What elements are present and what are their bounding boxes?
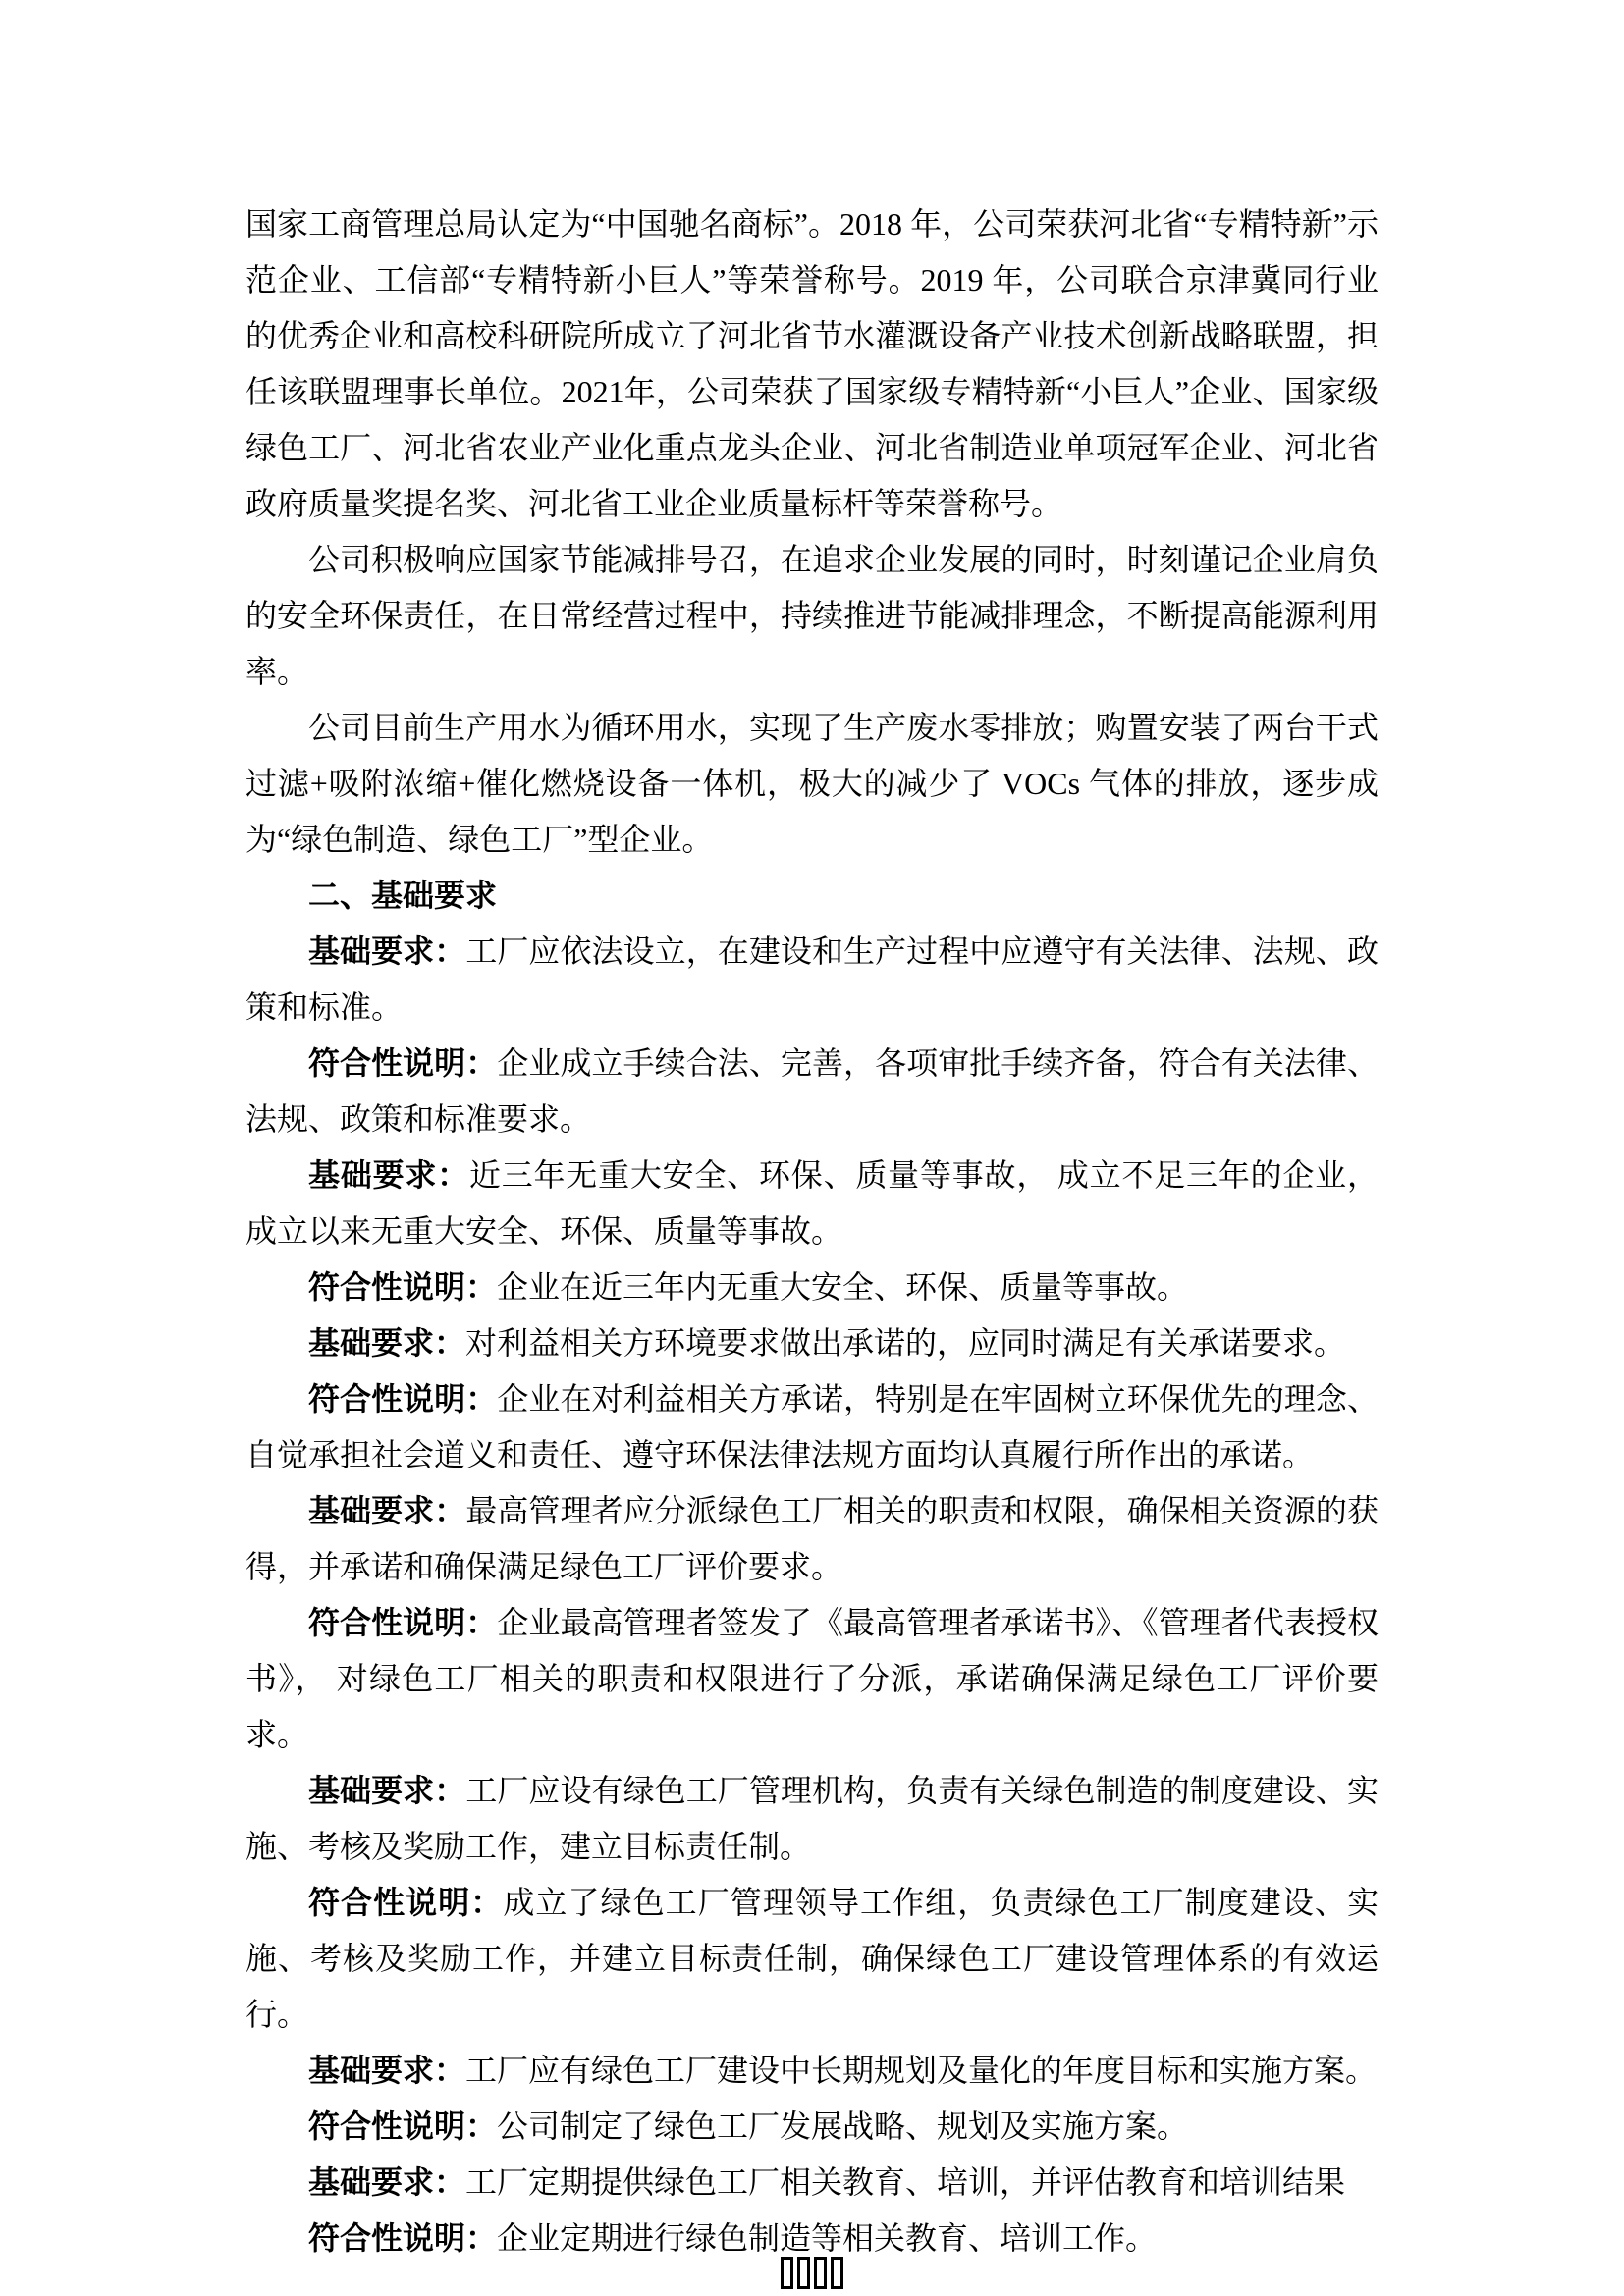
paragraph-label: 符合性说明： <box>308 1269 498 1305</box>
paragraph <box>245 1595 1379 1763</box>
paragraph <box>245 2099 1379 2155</box>
paragraph-label: 基础要求： <box>308 1773 466 1808</box>
paragraph-label: 符合性说明： <box>308 2109 498 2144</box>
paragraph-text: 工厂应有绿色工厂建设中长期规划及量化的年度目标和实施方案。 <box>465 2053 1378 2088</box>
paragraph <box>245 700 1379 868</box>
paragraph <box>245 2155 1379 2211</box>
paragraph-text: 工厂定期提供绿色工厂相关教育、培训，并评估教育和培训结果 <box>465 2164 1346 2200</box>
paragraph-text: 企业在对利益相关方承诺，特别是在牢固树立环保优先的理念、自觉承担社会道义和责任、遵守环保法律法规方面均认真履行所作出的承诺。 <box>245 1381 1379 1472</box>
paragraph-label: 基础要求： <box>308 1493 466 1528</box>
paragraph-label: 符合性说明： <box>308 2220 498 2256</box>
paragraph <box>245 1259 1379 1315</box>
missing-glyph-box <box>831 2257 843 2289</box>
paragraph-label: 基础要求： <box>308 2164 466 2200</box>
paragraph-text: 企业在近三年内无重大安全、环保、质量等事故。 <box>497 1269 1189 1305</box>
paragraph-text: 最高管理者应分派绿色工厂相关的职责和权限，确保相关资源的获得，并承诺和确保满足绿色工厂评价要求。 <box>245 1493 1379 1584</box>
paragraph-label: 基础要求： <box>308 934 466 969</box>
paragraph <box>245 1036 1379 1148</box>
missing-glyph-box <box>797 2257 810 2289</box>
paragraph <box>245 1763 1379 1875</box>
missing-glyph-box <box>781 2257 793 2289</box>
section-heading <box>245 868 1379 924</box>
paragraph-text: 企业成立手续合法、完善，各项审批手续齐备，符合有关法律、法规、政策和标准要求。 <box>245 1045 1379 1137</box>
paragraph-text: 公司制定了绿色工厂发展战略、规划及实施方案。 <box>497 2109 1189 2144</box>
paragraph <box>245 1371 1379 1483</box>
paragraph <box>245 1148 1379 1259</box>
paragraph-text: 公司积极响应国家节能减排号召，在追求企业发展的同时，时刻谨记企业肩负的安全环保责任，在日常经营过程中，持续推进节能减排理念，不断提高能源利用率。 <box>245 542 1379 689</box>
paragraph <box>245 532 1379 700</box>
paragraph-text: 工厂应依法设立，在建设和生产过程中应遵守有关法律、法规、政策和标准。 <box>245 934 1379 1025</box>
paragraph-label: 符合性说明： <box>308 1885 504 1920</box>
paragraph-label: 基础要求： <box>308 2053 466 2088</box>
paragraph-label: 基础要求： <box>308 1157 469 1193</box>
paragraph-text: 工厂应设有绿色工厂管理机构，负责有关绿色制造的制度建设、实施、考核及奖励工作，建立目标责任制。 <box>245 1773 1379 1864</box>
paragraph <box>245 924 1379 1036</box>
paragraph <box>245 196 1379 532</box>
paragraph <box>245 2043 1379 2099</box>
footer-placeholder <box>0 2257 1624 2289</box>
paragraph-text: 国家工商管理总局认定为“中国驰名商标”。2018 年，公司荣获河北省“专精特新”示范企业、工信部“专精特新小巨人”等荣誉称号。2019 年，公司联合京津冀同行业的优秀企业和高校科研院所成立了河北省节水灌溉设备产业技术创新战略联盟，担任该联盟理事长单位。2021年，公司荣获了国家级专精特新“小巨人”企业、国家级绿色工厂、河北省农业产业化重点龙头企业、河北省制造业单项冠军企业、河北省政府质量奖提名奖、河北省工业企业质量标杆等荣誉称号。 <box>245 206 1379 521</box>
missing-glyph-box <box>814 2257 827 2289</box>
paragraph-label: 符合性说明： <box>308 1381 498 1416</box>
paragraph-text: 成立了绿色工厂管理领导工作组，负责绿色工厂制度建设、实施、考核及奖励工作，并建立目标责任制，确保绿色工厂建设管理体系的有效运行。 <box>245 1885 1379 2032</box>
paragraph-text: 近三年无重大安全、环保、质量等事故， 成立不足三年的企业，成立以来无重大安全、环保、质量等事故。 <box>245 1157 1379 1249</box>
paragraph <box>245 1875 1379 2043</box>
paragraph-text: 企业最高管理者签发了《最高管理者承诺书》、《管理者代表授权书》， 对绿色工厂相关的职责和权限进行了分派，承诺确保满足绿色工厂评价要求。 <box>245 1605 1379 1752</box>
paragraph <box>245 1483 1379 1595</box>
paragraph-text: 对利益相关方环境要求做出承诺的，应同时满足有关承诺要求。 <box>465 1325 1346 1361</box>
paragraph-text: 企业定期进行绿色制造等相关教育、培训工作。 <box>497 2220 1158 2256</box>
document-body <box>245 196 1379 2267</box>
paragraph-label: 符合性说明： <box>308 1045 498 1081</box>
paragraph <box>245 1315 1379 1371</box>
paragraph-label: 符合性说明： <box>308 1605 498 1640</box>
paragraph-label: 基础要求： <box>308 1325 466 1361</box>
paragraph-label: 二、基础要求 <box>308 878 498 913</box>
paragraph-text: 公司目前生产用水为循环用水，实现了生产废水零排放；购置安装了两台干式过滤+吸附浓缩+催化燃烧设备一体机，极大的减少了 VOCs 气体的排放，逐步成为“绿色制造、绿色工厂”型企业。 <box>245 710 1379 857</box>
